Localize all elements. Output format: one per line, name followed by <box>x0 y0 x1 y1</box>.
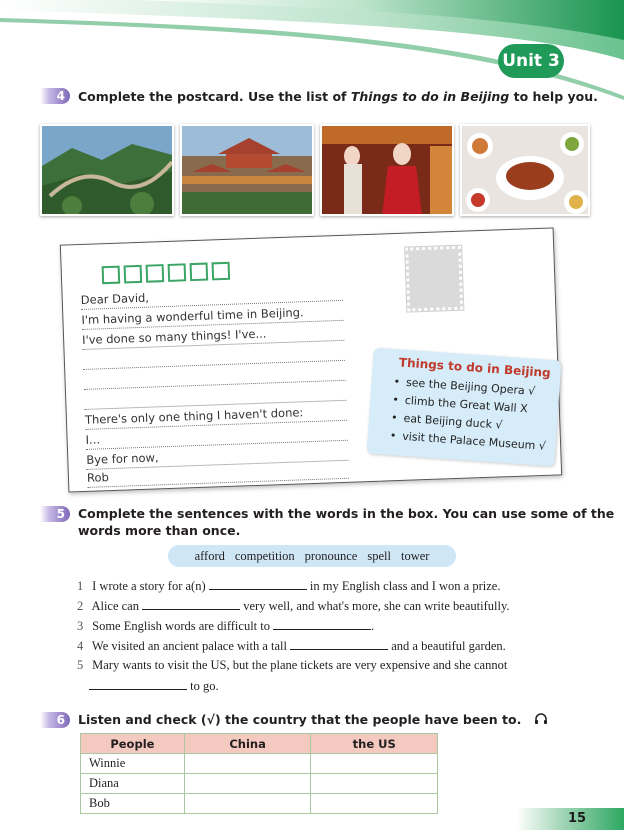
word-box-word: competition <box>234 548 295 563</box>
sentence-number: 3 <box>77 619 84 633</box>
postcard-signoff: Bye for now, <box>86 444 348 470</box>
sentence-2 <box>77 598 510 614</box>
exercise-5-title-line2: words more than once. <box>78 523 241 538</box>
sentence-number: 4 <box>77 639 84 653</box>
things-to-do-box <box>367 348 562 467</box>
column-header-people: People <box>81 734 185 754</box>
great-wall-photo <box>40 124 174 216</box>
check-cell-china[interactable] <box>184 754 311 774</box>
country-table <box>80 733 438 814</box>
postcard-line: There's only one thing I haven't done: <box>85 404 347 430</box>
exercise-6-title-text: Listen and check (√) the country that the people have been to. <box>78 712 522 727</box>
exercise-4-title <box>78 89 598 104</box>
things-item: • eat Beijing duck √ <box>391 411 503 432</box>
exercise-4-title-end: to help you. <box>509 89 598 104</box>
check-cell-the-us[interactable] <box>311 794 438 814</box>
postcode-box <box>190 263 209 282</box>
word-box-word: tower <box>400 548 430 563</box>
things-item: • climb the Great Wall X <box>392 393 528 415</box>
beijing-duck-photo <box>460 124 590 216</box>
page-number: 15 <box>568 811 587 826</box>
sentence-4 <box>77 638 506 654</box>
sentence-text: Some English words are difficult to <box>92 619 270 633</box>
sentence-number: 5 <box>77 658 84 672</box>
answer-blank[interactable] <box>142 598 240 610</box>
things-item: • see the Beijing Opera √ <box>393 375 535 398</box>
postcode-box <box>212 262 231 281</box>
postcard-line[interactable]: I've done so many things! I've... <box>82 324 344 350</box>
beijing-opera-photo <box>320 124 454 216</box>
exercise-6-number: 6 <box>40 712 70 728</box>
palace-museum-photo <box>180 124 314 216</box>
postcard-signature: Rob <box>87 462 349 488</box>
table-row <box>81 794 438 814</box>
check-cell-china[interactable] <box>184 774 311 794</box>
sentence-1 <box>77 578 500 594</box>
word-box-word: afford <box>194 548 225 563</box>
postcode-box <box>146 264 165 283</box>
sentence-text: . <box>371 619 375 633</box>
postcode-boxes <box>102 262 231 284</box>
sentence-text: to go. <box>190 679 219 693</box>
sentence-5 <box>77 658 507 673</box>
headphones-icon <box>534 713 548 725</box>
sentence-text: in my English class and I won a prize. <box>309 579 501 593</box>
sentence-number: 2 <box>77 599 84 613</box>
exercise-5-title-line1: Complete the sentences with the words in the box. You can use some of the <box>78 506 615 521</box>
sentence-text: I wrote a story for a(n) <box>92 579 206 593</box>
check-cell-the-us[interactable] <box>311 774 438 794</box>
person-name: Winnie <box>81 754 185 774</box>
column-header-the-us: the US <box>311 734 438 754</box>
exercise-6-title <box>78 712 548 727</box>
check-cell-china[interactable] <box>184 794 311 814</box>
things-to-do-title: Things to do in Beijing <box>398 355 552 380</box>
person-name: Diana <box>81 774 185 794</box>
table-row <box>81 754 438 774</box>
word-box-word: spell <box>367 548 391 563</box>
unit-badge: Unit 3 <box>498 44 564 78</box>
answer-blank[interactable] <box>290 638 388 650</box>
postcode-box <box>168 263 187 282</box>
exercise-4-number: 4 <box>40 88 70 104</box>
answer-blank[interactable] <box>273 618 371 630</box>
column-header-china: China <box>184 734 311 754</box>
stamp <box>405 246 463 312</box>
sentence-text: We visited an ancient palace with a tall <box>91 639 287 653</box>
person-name: Bob <box>81 794 185 814</box>
exercise-4-title-italic: Things to do in Beijing <box>350 89 510 104</box>
postcode-box <box>102 266 121 285</box>
sentence-number: 1 <box>77 579 84 593</box>
answer-blank[interactable] <box>209 578 307 590</box>
check-cell-the-us[interactable] <box>311 754 438 774</box>
postcard-line: I'm having a wonderful time in Beijing. <box>81 304 343 330</box>
table-header-row <box>81 734 438 754</box>
sentence-text: very well, and what's more, she can write beautifully. <box>243 599 510 613</box>
answer-blank[interactable] <box>89 678 187 690</box>
table-row <box>81 774 438 794</box>
word-box-word: pronounce <box>304 548 358 563</box>
things-item: • visit the Palace Museum √ <box>389 429 546 453</box>
exercise-5-number: 5 <box>40 506 70 522</box>
sentence-3 <box>77 618 374 634</box>
word-box <box>168 545 456 567</box>
postcard-greeting: Dear David, <box>81 284 343 310</box>
postcard-line[interactable]: I... <box>85 424 347 450</box>
sentence-text: Mary wants to visit the US, but the plane tickets are very expensive and she cannot <box>92 658 508 672</box>
sentence-text: and a beautiful garden. <box>391 639 506 653</box>
sentence-text: Alice can <box>91 599 139 613</box>
exercise-4-title-start: Complete the postcard. Use the list of <box>78 89 351 104</box>
sentence-5-continued <box>89 678 219 694</box>
postcode-box <box>124 265 143 284</box>
